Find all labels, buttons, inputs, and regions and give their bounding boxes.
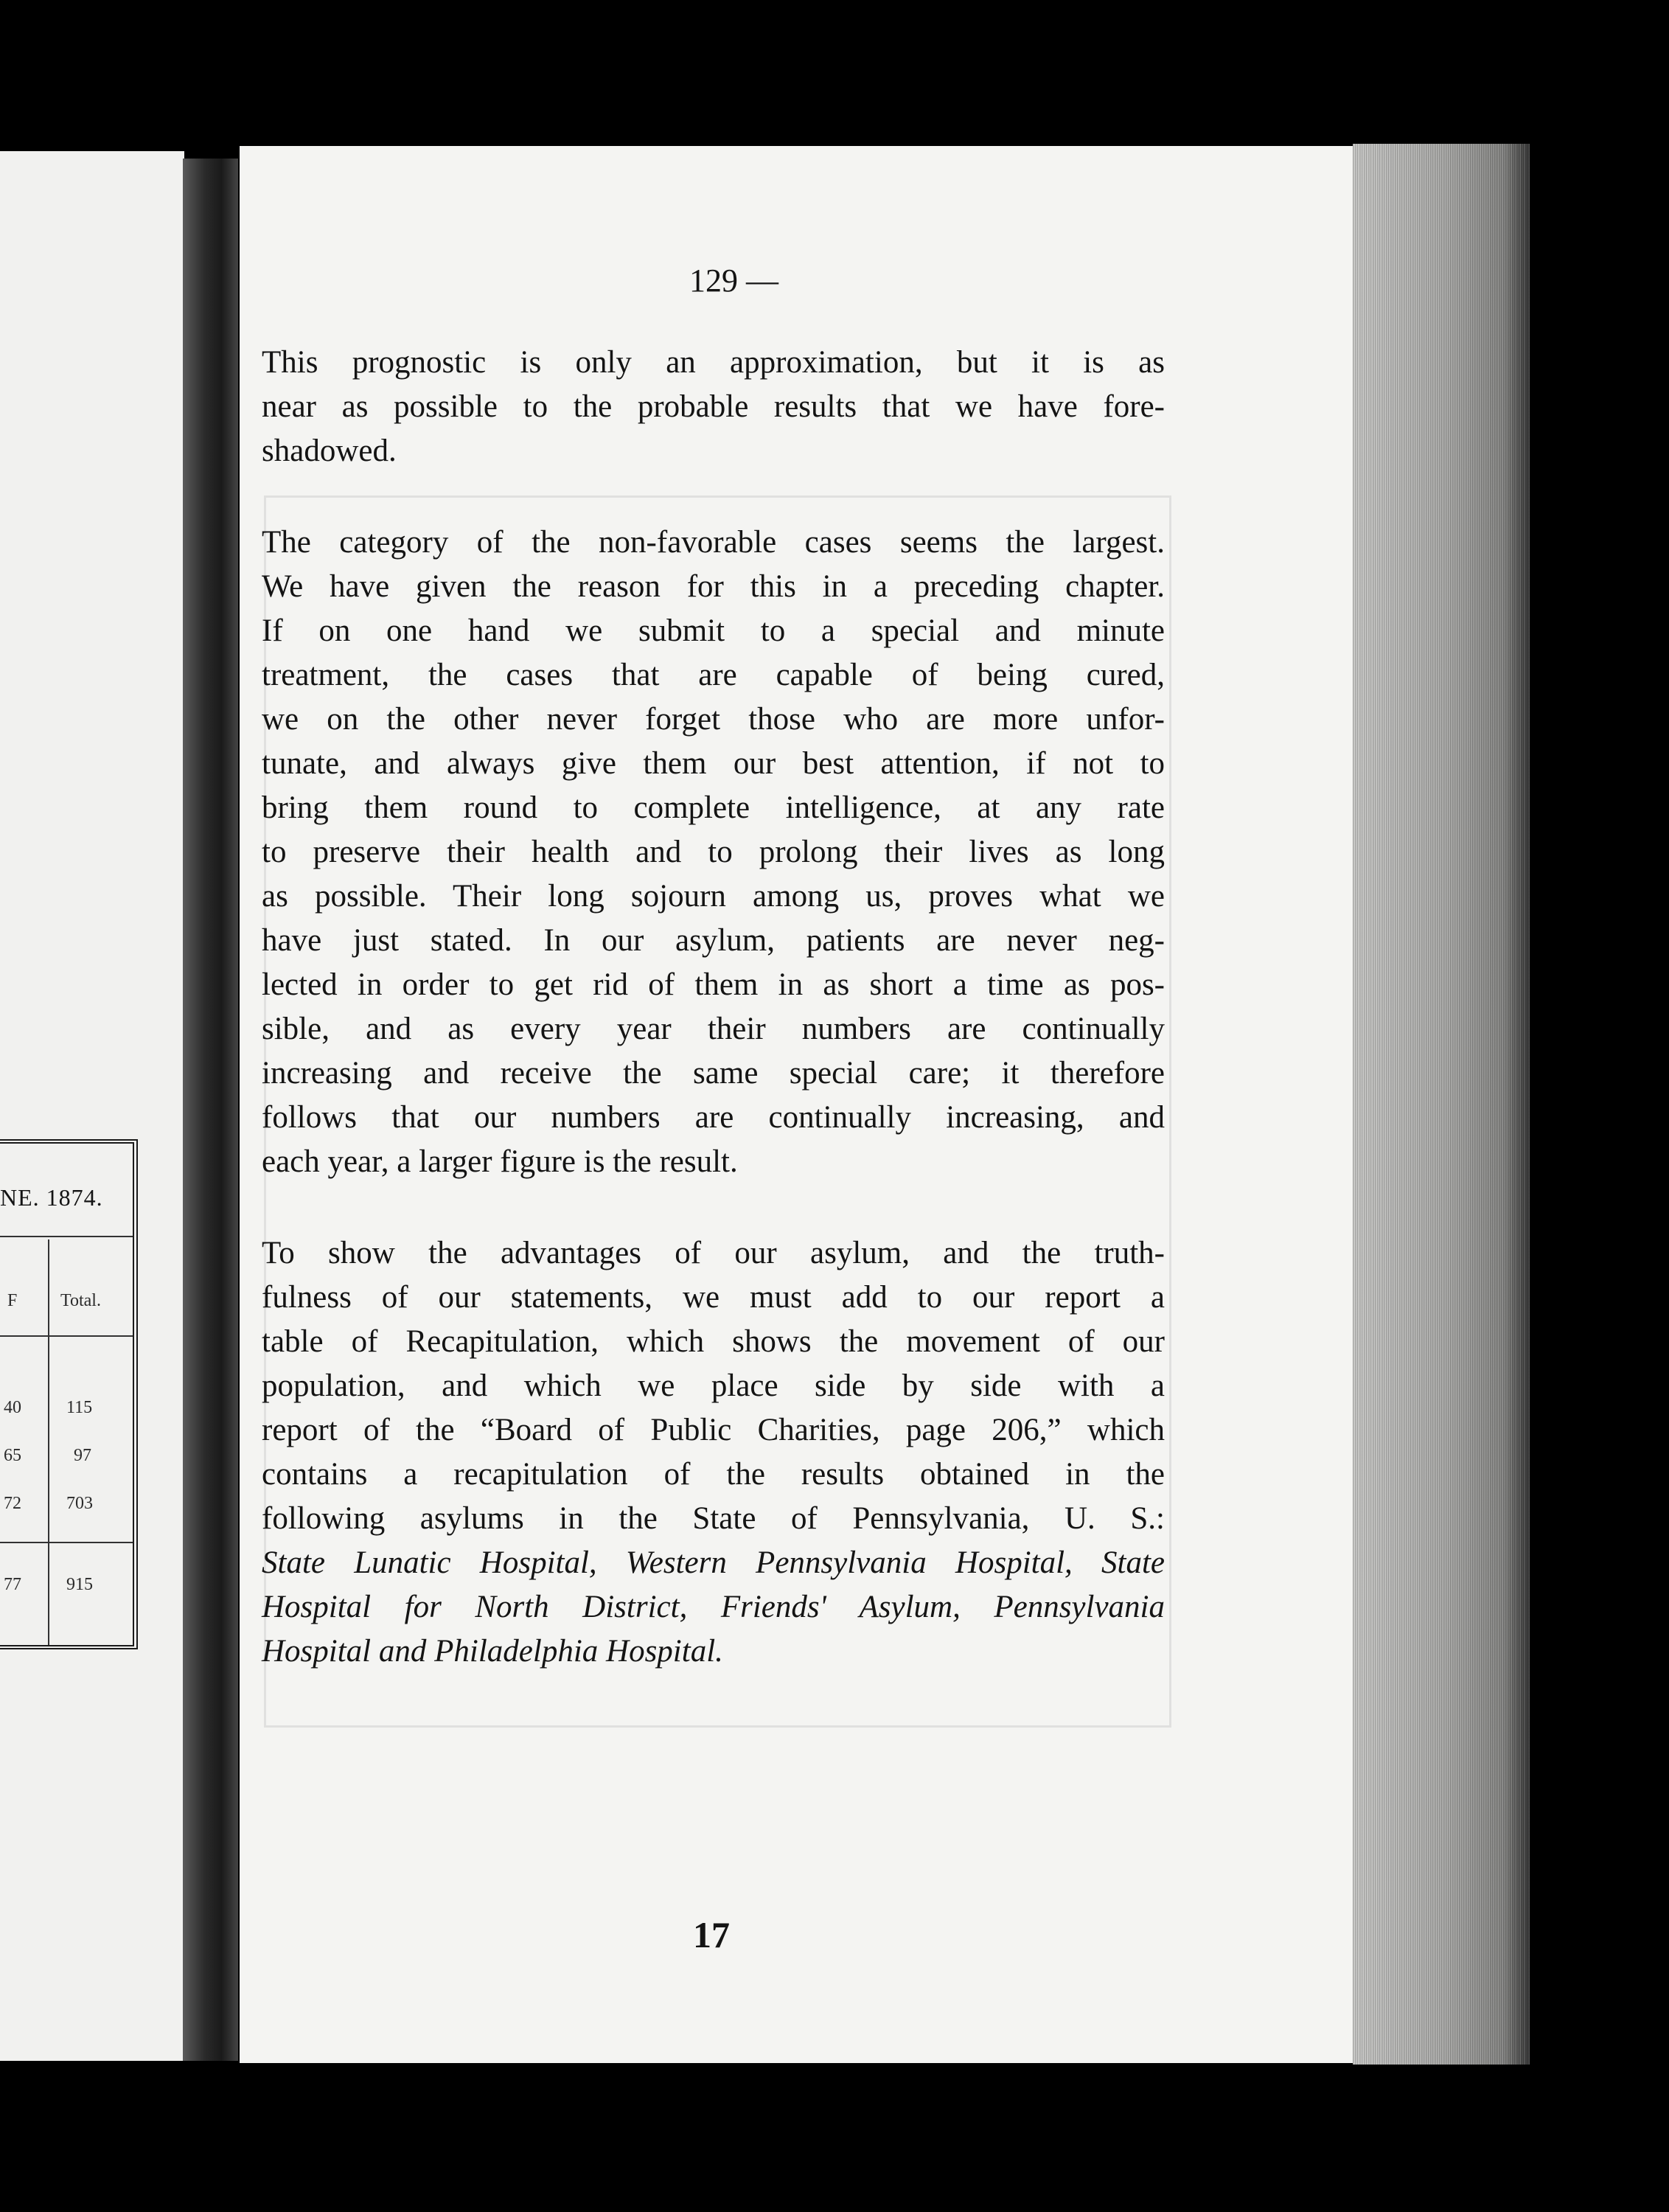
- left-table-cell: 915: [66, 1575, 93, 1594]
- page-number: 129 —: [689, 262, 778, 299]
- left-page-table: [0, 1139, 138, 1649]
- left-facing-page: [0, 151, 184, 2061]
- text-line: as possible. Their long sojourn among us, proves what we: [262, 879, 1165, 914]
- left-table-cell: 65: [4, 1446, 21, 1465]
- signature-mark: 17: [693, 1914, 730, 1955]
- text-line: The category of the non-favorable cases seems the largest.: [262, 525, 1165, 560]
- left-table-column-header: F: [7, 1291, 18, 1310]
- text-line: we on the other never forget those who are more unfor-: [262, 702, 1165, 737]
- text-line: contains a recapitulation of the results obtained in the: [262, 1457, 1165, 1492]
- left-table-cell: 72: [4, 1494, 21, 1513]
- paragraph-2: [262, 521, 1165, 1184]
- left-table-cell: 97: [74, 1446, 91, 1465]
- paragraph-3: [262, 1231, 1165, 1674]
- paragraph-1: [262, 341, 1165, 473]
- text-line: We have given the reason for this in a preceding chapter.: [262, 569, 1165, 604]
- text-line: lected in order to get rid of them in as short a time as pos-: [262, 967, 1165, 1002]
- text-line: If on one hand we submit to a special and minute: [262, 613, 1165, 648]
- text-line: To show the advantages of our asylum, and the truth-: [262, 1236, 1165, 1270]
- text-line: tunate, and always give them our best attention, if not to: [262, 746, 1165, 781]
- asylum-names-line: Hospital and Philadelphia Hospital.: [262, 1634, 723, 1669]
- text-line: following asylums in the State of Pennsylvania, U. S.:: [262, 1501, 1165, 1536]
- text-line: fulness of our statements, we must add to our report a: [262, 1280, 1165, 1315]
- book-gutter: [183, 159, 238, 2061]
- text-line: have just stated. In our asylum, patients are never neg-: [262, 923, 1165, 958]
- text-line: This prognostic is only an approximation, but it is as: [262, 345, 1165, 380]
- text-line: near as possible to the probable results that we have fore-: [262, 389, 1165, 424]
- body-text: [262, 341, 1165, 1674]
- left-table-cell: 703: [66, 1494, 93, 1513]
- text-line: bring them round to complete intelligence, at any rate: [262, 790, 1165, 825]
- text-line: report of the “Board of Public Charities, page 206,” which: [262, 1413, 1165, 1447]
- asylum-names-line: Hospital for North District, Friends' Asylum, Pennsylvania: [262, 1590, 1165, 1624]
- table-rule: [0, 1236, 133, 1237]
- left-table-cell: 115: [66, 1398, 93, 1417]
- text-line: increasing and receive the same special care; it therefore: [262, 1056, 1165, 1091]
- text-line: population, and which we place side by side with a: [262, 1368, 1165, 1403]
- left-table-cell: 40: [4, 1398, 21, 1417]
- table-rule: [0, 1542, 133, 1543]
- text-line: follows that our numbers are continually increasing, and: [262, 1100, 1165, 1135]
- text-line: table of Recapitulation, which shows the movement of our: [262, 1324, 1165, 1359]
- table-column-rule: [48, 1239, 49, 1645]
- left-table-header: NE. 1874.: [0, 1184, 103, 1211]
- page-edges: [1353, 144, 1530, 2065]
- text-line: shadowed.: [262, 434, 397, 468]
- text-line: sible, and as every year their numbers are continually: [262, 1012, 1165, 1046]
- text-line: to preserve their health and to prolong their lives as long: [262, 835, 1165, 869]
- left-table-column-header: Total.: [60, 1291, 101, 1310]
- table-rule: [0, 1335, 133, 1337]
- text-line: each year, a larger figure is the result.: [262, 1144, 738, 1179]
- left-table-cell: 77: [4, 1575, 21, 1594]
- text-line: treatment, the cases that are capable of being cured,: [262, 658, 1165, 692]
- asylum-names-line: State Lunatic Hospital, Western Pennsylvania Hospital, State: [262, 1545, 1165, 1580]
